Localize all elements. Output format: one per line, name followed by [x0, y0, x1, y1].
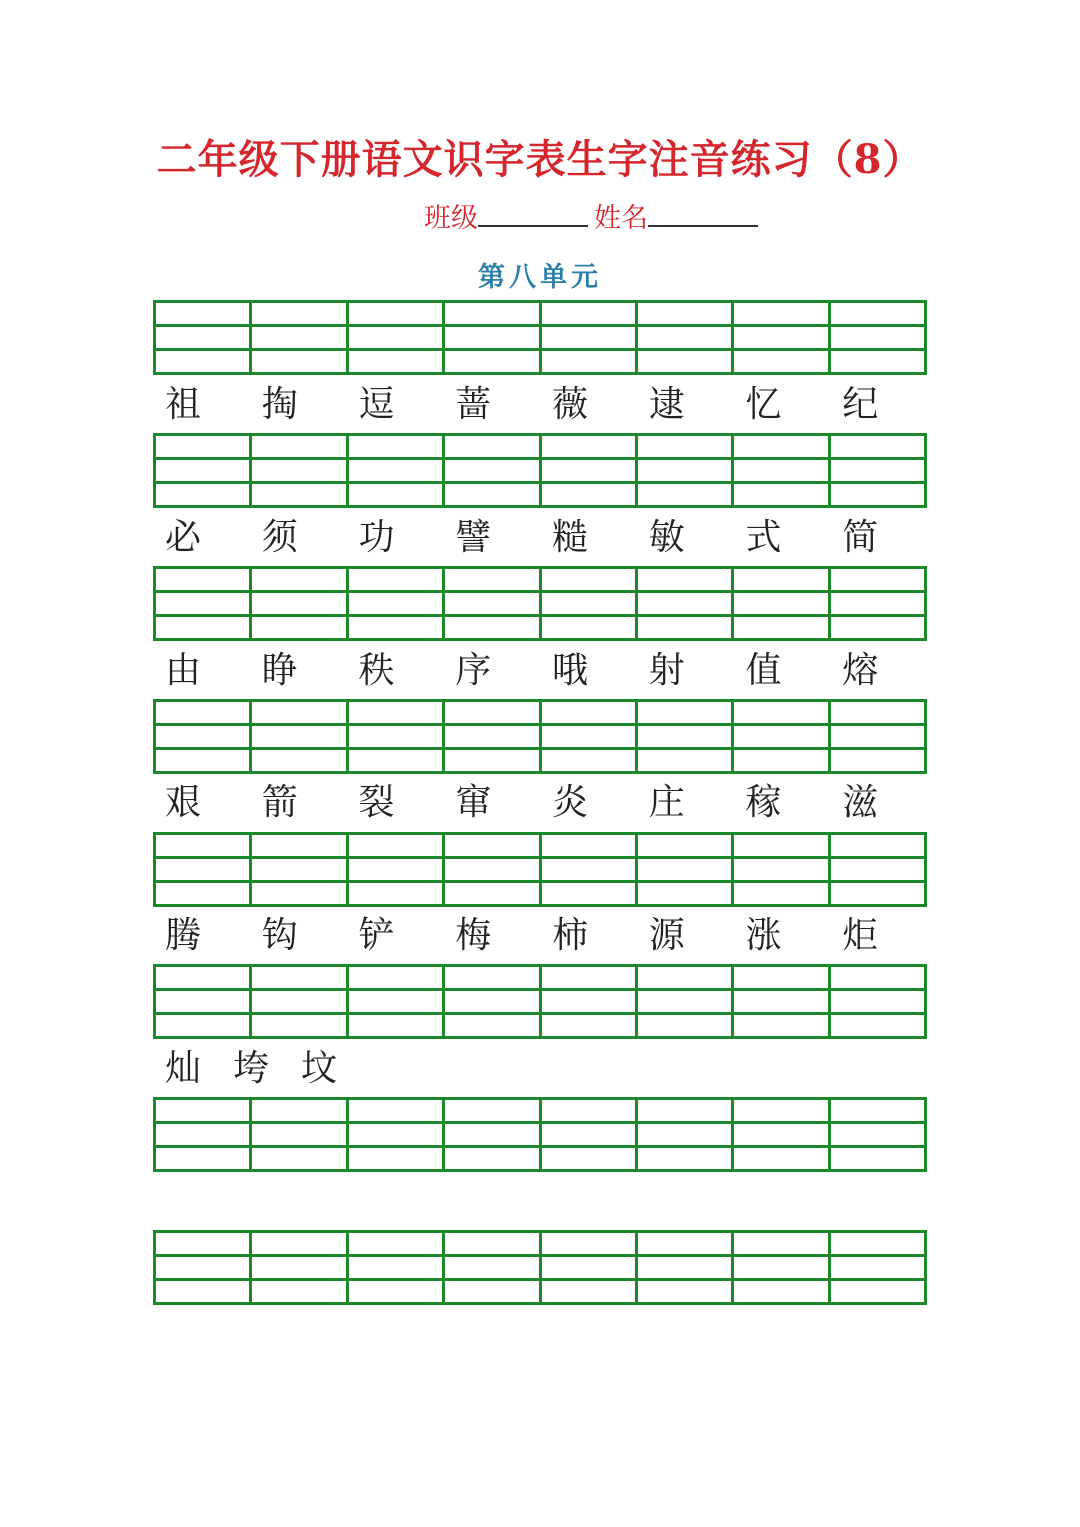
guide-line — [542, 1278, 635, 1281]
pinyin-cell[interactable] — [831, 835, 924, 904]
pinyin-cell[interactable] — [252, 702, 348, 771]
character: 灿 — [165, 1048, 202, 1089]
guide-line — [638, 324, 731, 327]
character-row — [153, 911, 927, 961]
pinyin-cell[interactable] — [349, 967, 445, 1036]
character-row — [153, 513, 927, 563]
guide-line — [831, 590, 924, 593]
guide-line — [252, 614, 345, 617]
guide-line — [252, 348, 345, 351]
guide-line — [638, 1012, 731, 1015]
pinyin-grid — [153, 566, 927, 641]
character: 逮 — [648, 384, 685, 425]
guide-line — [445, 457, 538, 460]
pinyin-cell[interactable] — [734, 436, 830, 505]
guide-line — [156, 457, 249, 460]
pinyin-grid — [153, 1230, 927, 1305]
pinyin-grid — [153, 1097, 927, 1172]
guide-line — [638, 723, 731, 726]
guide-line — [252, 1254, 345, 1257]
name-blank[interactable] — [648, 197, 758, 227]
guide-line — [542, 590, 635, 593]
character: 须 — [261, 517, 298, 558]
pinyin-cell[interactable] — [156, 1233, 252, 1302]
guide-line — [542, 747, 635, 750]
guide-line — [349, 880, 442, 883]
character: 蔷 — [455, 384, 492, 425]
guide-line — [638, 988, 731, 991]
character: 窜 — [455, 782, 492, 823]
character: 哦 — [552, 650, 589, 691]
pinyin-cell[interactable] — [252, 569, 348, 638]
guide-line — [831, 481, 924, 484]
pinyin-grid — [153, 300, 927, 375]
character: 钩 — [261, 915, 298, 956]
class-label: 班级 — [424, 203, 478, 234]
guide-line — [542, 856, 635, 859]
guide-line — [156, 1012, 249, 1015]
pinyin-cell[interactable] — [638, 967, 734, 1036]
pinyin-cell[interactable] — [542, 436, 638, 505]
character: 稼 — [745, 782, 782, 823]
guide-line — [445, 1254, 538, 1257]
name-label: 姓名 — [594, 203, 648, 234]
guide-line — [831, 1012, 924, 1015]
character: 射 — [648, 650, 685, 691]
pinyin-grid — [153, 433, 927, 508]
guide-line — [542, 723, 635, 726]
character: 由 — [165, 650, 202, 691]
character: 坟 — [301, 1048, 338, 1089]
guide-line — [445, 614, 538, 617]
character: 譬 — [455, 517, 492, 558]
guide-line — [638, 348, 731, 351]
guide-line — [445, 324, 538, 327]
pinyin-cell[interactable] — [156, 1100, 252, 1169]
guide-line — [156, 590, 249, 593]
character: 箭 — [261, 782, 298, 823]
guide-line — [638, 590, 731, 593]
guide-line — [638, 856, 731, 859]
guide-line — [542, 988, 635, 991]
guide-line — [156, 723, 249, 726]
character: 纪 — [842, 384, 879, 425]
character-row — [153, 646, 927, 696]
character: 柿 — [552, 915, 589, 956]
class-blank[interactable] — [478, 197, 588, 227]
character-row — [153, 380, 927, 430]
guide-line — [542, 1121, 635, 1124]
pinyin-cell[interactable] — [831, 1233, 924, 1302]
pinyin-cell[interactable] — [638, 1233, 734, 1302]
guide-line — [831, 988, 924, 991]
character: 秩 — [358, 650, 395, 691]
guide-line — [542, 457, 635, 460]
guide-line — [252, 747, 345, 750]
guide-line — [445, 988, 538, 991]
character: 艰 — [165, 782, 202, 823]
guide-line — [734, 723, 827, 726]
guide-line — [445, 723, 538, 726]
guide-line — [156, 1278, 249, 1281]
guide-line — [831, 1145, 924, 1148]
guide-line — [542, 1012, 635, 1015]
guide-line — [156, 856, 249, 859]
guide-line — [734, 747, 827, 750]
guide-line — [831, 747, 924, 750]
guide-line — [445, 1012, 538, 1015]
character: 庄 — [648, 782, 685, 823]
pinyin-cell[interactable] — [252, 967, 348, 1036]
guide-line — [252, 1121, 345, 1124]
guide-line — [638, 1145, 731, 1148]
guide-line — [252, 457, 345, 460]
guide-line — [638, 1121, 731, 1124]
character: 简 — [842, 517, 879, 558]
pinyin-grid — [153, 699, 927, 774]
guide-line — [252, 481, 345, 484]
pinyin-cell[interactable] — [831, 569, 924, 638]
character: 炎 — [552, 782, 589, 823]
pinyin-cell[interactable] — [734, 303, 830, 372]
guide-line — [542, 1254, 635, 1257]
guide-line — [445, 1145, 538, 1148]
character: 序 — [455, 650, 492, 691]
pinyin-cell[interactable] — [831, 436, 924, 505]
guide-line — [831, 324, 924, 327]
character: 铲 — [358, 915, 395, 956]
guide-line — [349, 1121, 442, 1124]
guide-line — [831, 880, 924, 883]
guide-line — [156, 348, 249, 351]
guide-line — [445, 590, 538, 593]
guide-line — [734, 614, 827, 617]
guide-line — [831, 1121, 924, 1124]
character: 垮 — [233, 1048, 270, 1089]
guide-line — [156, 747, 249, 750]
character: 腾 — [165, 915, 202, 956]
character-row — [153, 778, 927, 828]
character: 必 — [165, 517, 202, 558]
pinyin-cell[interactable] — [734, 835, 830, 904]
pinyin-cell[interactable] — [156, 835, 252, 904]
guide-line — [349, 457, 442, 460]
character: 功 — [358, 517, 395, 558]
guide-line — [445, 348, 538, 351]
guide-line — [831, 1254, 924, 1257]
pinyin-cell[interactable] — [252, 436, 348, 505]
guide-line — [542, 1145, 635, 1148]
guide-line — [349, 481, 442, 484]
character: 逗 — [358, 384, 395, 425]
pinyin-cell[interactable] — [156, 303, 252, 372]
pinyin-cell[interactable] — [445, 303, 541, 372]
pinyin-cell[interactable] — [542, 1233, 638, 1302]
guide-line — [349, 590, 442, 593]
character: 值 — [745, 650, 782, 691]
pinyin-cell[interactable] — [542, 569, 638, 638]
pinyin-cell[interactable] — [831, 1100, 924, 1169]
guide-line — [734, 1012, 827, 1015]
pinyin-cell[interactable] — [349, 1100, 445, 1169]
guide-line — [349, 988, 442, 991]
unit-title: 第八单元 — [478, 262, 602, 293]
guide-line — [252, 1145, 345, 1148]
guide-line — [734, 1278, 827, 1281]
pinyin-cell[interactable] — [734, 1233, 830, 1302]
guide-line — [252, 723, 345, 726]
guide-line — [542, 324, 635, 327]
guide-line — [252, 856, 345, 859]
pinyin-cell[interactable] — [156, 569, 252, 638]
character: 源 — [648, 915, 685, 956]
pinyin-cell[interactable] — [252, 1100, 348, 1169]
character: 裂 — [358, 782, 395, 823]
pinyin-cell[interactable] — [349, 835, 445, 904]
pinyin-grid — [153, 832, 927, 907]
pinyin-cell[interactable] — [638, 702, 734, 771]
guide-line — [831, 348, 924, 351]
pinyin-cell[interactable] — [252, 835, 348, 904]
pinyin-cell[interactable] — [156, 967, 252, 1036]
character: 梅 — [455, 915, 492, 956]
character: 糙 — [552, 517, 589, 558]
pinyin-cell[interactable] — [542, 835, 638, 904]
pinyin-cell[interactable] — [445, 436, 541, 505]
pinyin-cell[interactable] — [349, 436, 445, 505]
pinyin-cell[interactable] — [542, 967, 638, 1036]
guide-line — [831, 723, 924, 726]
guide-line — [734, 348, 827, 351]
guide-line — [734, 590, 827, 593]
pinyin-cell[interactable] — [638, 569, 734, 638]
character: 滋 — [842, 782, 879, 823]
worksheet-title: 二年级下册语文识字表生字注音练习（8） — [156, 136, 924, 183]
guide-line — [252, 324, 345, 327]
guide-line — [638, 747, 731, 750]
guide-line — [734, 481, 827, 484]
character: 熔 — [842, 650, 879, 691]
guide-line — [831, 856, 924, 859]
pinyin-cell[interactable] — [349, 303, 445, 372]
pinyin-cell[interactable] — [252, 303, 348, 372]
pinyin-cell[interactable] — [638, 1100, 734, 1169]
guide-line — [156, 1254, 249, 1257]
pinyin-cell[interactable] — [734, 967, 830, 1036]
guide-line — [542, 481, 635, 484]
guide-line — [156, 1145, 249, 1148]
guide-line — [831, 457, 924, 460]
guide-line — [349, 747, 442, 750]
pinyin-cell[interactable] — [445, 835, 541, 904]
character: 掏 — [261, 384, 298, 425]
guide-line — [349, 723, 442, 726]
guide-line — [252, 1278, 345, 1281]
guide-line — [638, 481, 731, 484]
guide-line — [252, 880, 345, 883]
guide-line — [638, 880, 731, 883]
guide-line — [734, 1121, 827, 1124]
guide-line — [252, 988, 345, 991]
guide-line — [734, 324, 827, 327]
character-row — [153, 1044, 927, 1094]
pinyin-grid — [153, 964, 927, 1039]
character: 炬 — [842, 915, 879, 956]
character: 涨 — [745, 915, 782, 956]
guide-line — [542, 880, 635, 883]
guide-line — [638, 1278, 731, 1281]
pinyin-cell[interactable] — [445, 702, 541, 771]
guide-line — [349, 1145, 442, 1148]
pinyin-cell[interactable] — [445, 1100, 541, 1169]
guide-line — [156, 481, 249, 484]
guide-line — [445, 747, 538, 750]
guide-line — [542, 614, 635, 617]
pinyin-cell[interactable] — [831, 702, 924, 771]
guide-line — [445, 880, 538, 883]
character: 忆 — [745, 384, 782, 425]
pinyin-cell[interactable] — [831, 303, 924, 372]
guide-line — [252, 590, 345, 593]
guide-line — [734, 457, 827, 460]
pinyin-cell[interactable] — [445, 569, 541, 638]
pinyin-cell[interactable] — [445, 967, 541, 1036]
character: 祖 — [165, 384, 202, 425]
pinyin-cell[interactable] — [156, 436, 252, 505]
guide-line — [445, 1121, 538, 1124]
guide-line — [349, 348, 442, 351]
guide-line — [349, 614, 442, 617]
guide-line — [156, 1121, 249, 1124]
pinyin-cell[interactable] — [349, 1233, 445, 1302]
guide-line — [542, 348, 635, 351]
pinyin-cell[interactable] — [156, 702, 252, 771]
character: 睁 — [261, 650, 298, 691]
pinyin-cell[interactable] — [734, 1100, 830, 1169]
pinyin-cell[interactable] — [252, 1233, 348, 1302]
guide-line — [445, 856, 538, 859]
pinyin-cell[interactable] — [638, 436, 734, 505]
guide-line — [349, 1278, 442, 1281]
guide-line — [445, 1278, 538, 1281]
pinyin-cell[interactable] — [638, 835, 734, 904]
guide-line — [156, 614, 249, 617]
guide-line — [252, 1012, 345, 1015]
character: 式 — [745, 517, 782, 558]
pinyin-cell[interactable] — [542, 303, 638, 372]
guide-line — [734, 856, 827, 859]
student-info — [424, 197, 764, 239]
guide-line — [831, 614, 924, 617]
character: 薇 — [552, 384, 589, 425]
pinyin-cell[interactable] — [349, 569, 445, 638]
guide-line — [156, 880, 249, 883]
guide-line — [734, 1254, 827, 1257]
pinyin-cell[interactable] — [445, 1233, 541, 1302]
guide-line — [349, 1012, 442, 1015]
guide-line — [831, 1278, 924, 1281]
guide-line — [734, 988, 827, 991]
pinyin-cell[interactable] — [349, 702, 445, 771]
pinyin-cell[interactable] — [542, 702, 638, 771]
guide-line — [445, 481, 538, 484]
pinyin-cell[interactable] — [542, 1100, 638, 1169]
pinyin-cell[interactable] — [734, 569, 830, 638]
guide-line — [156, 324, 249, 327]
guide-line — [349, 856, 442, 859]
guide-line — [349, 1254, 442, 1257]
guide-line — [638, 614, 731, 617]
pinyin-cell[interactable] — [831, 967, 924, 1036]
guide-line — [734, 880, 827, 883]
guide-line — [638, 1254, 731, 1257]
guide-line — [638, 457, 731, 460]
pinyin-cell[interactable] — [734, 702, 830, 771]
character: 敏 — [648, 517, 685, 558]
pinyin-cell[interactable] — [638, 303, 734, 372]
guide-line — [349, 324, 442, 327]
guide-line — [156, 988, 249, 991]
guide-line — [734, 1145, 827, 1148]
